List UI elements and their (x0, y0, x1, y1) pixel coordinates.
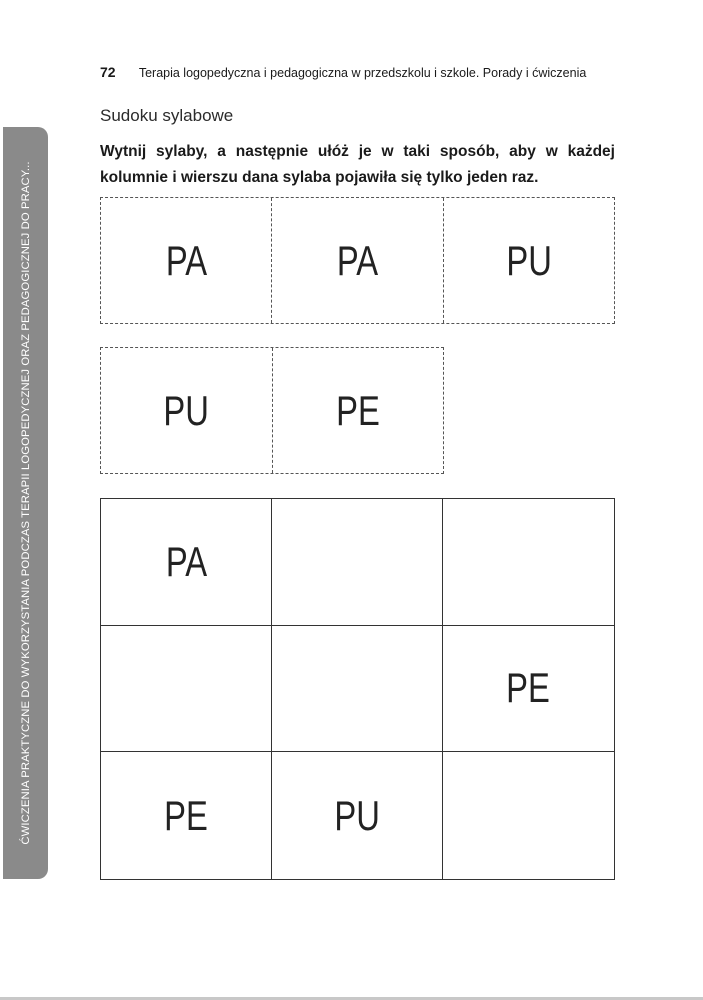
syllable: PE (506, 664, 551, 712)
grid-cell-r1-c1[interactable] (101, 499, 272, 626)
sudoku-grid (100, 498, 615, 880)
cut-card[interactable] (272, 198, 443, 323)
page-number: 72 (100, 64, 116, 80)
cut-card[interactable] (101, 198, 272, 323)
cut-card[interactable] (101, 348, 273, 473)
grid-cell-r2-c1[interactable] (101, 626, 272, 753)
grid-cell-r2-c2[interactable] (272, 626, 443, 753)
grid-cell-r1-c2[interactable] (272, 499, 443, 626)
syllable: PE (335, 386, 380, 434)
exercise-instructions: Wytnij sylaby, a następnie ułóż je w taki sposób, aby w każdej kolumnie i wierszu dana sylaba pojawiła się tylko jeden raz. (100, 143, 615, 186)
syllable: PU (163, 386, 210, 434)
syllable: PU (334, 791, 380, 839)
grid-cell-r3-c3[interactable] (443, 752, 614, 879)
syllable: PE (164, 791, 208, 839)
syllable: PA (165, 236, 207, 284)
grid-cell-r3-c2[interactable] (272, 752, 443, 879)
cut-card[interactable] (273, 348, 444, 473)
grid-cell-r3-c1[interactable] (101, 752, 272, 879)
cut-out-cards-row-2 (100, 347, 444, 474)
side-tab-text: ĆWICZENIA PRAKTYCZNE DO WYKORZYSTANIA PODCZAS TERAPII LOGOPEDYCZNEJ ORAZ PEDAGOGICZNEJ DO PRACY... (20, 161, 32, 845)
grid-cell-r1-c3[interactable] (443, 499, 614, 626)
section-title: Sudoku sylabowe (100, 106, 234, 125)
running-title: Terapia logopedyczna i pedagogiczna w przedszkolu i szkole. Porady i ćwiczenia (138, 66, 587, 80)
syllable: PA (165, 537, 207, 585)
cut-card[interactable] (444, 198, 614, 323)
cut-out-cards-row-1 (100, 197, 615, 324)
page-header (100, 64, 586, 80)
syllable: PA (336, 236, 379, 284)
grid-cell-r2-c3[interactable] (443, 626, 614, 753)
syllable: PU (506, 236, 552, 284)
